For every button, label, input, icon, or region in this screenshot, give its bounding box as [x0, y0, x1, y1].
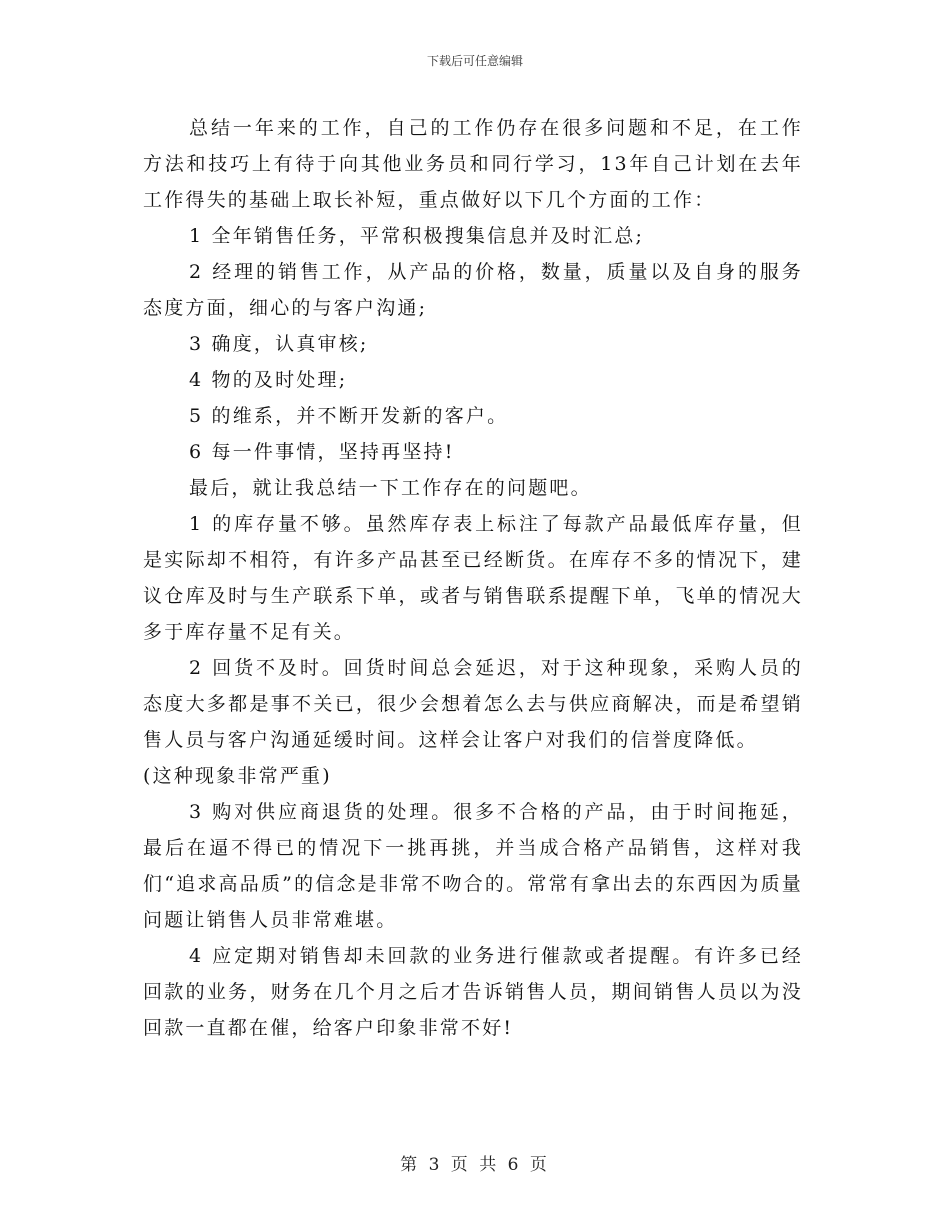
- paragraph-plan-2: 2 经理的销售工作，从产品的价格，数量，质量以及自身的服务态度方面，细心的与客户沟通;: [143, 261, 803, 319]
- paragraph-problem-1: 1 的库存量不够。虽然库存表上标注了每款产品最低库存量，但是实际却不相符，有许多产品甚至已经断货。在库存不多的情况下，建议仓库及时与生产联系下单，或者与销售联系提醒下单，飞单的情况大多于库存量不足有关。: [143, 513, 803, 643]
- page-number-footer: 第 3 页 共 6 页: [400, 1155, 550, 1175]
- paragraph-problem-2: 2 回货不及时。回货时间总会延迟，对于这种现象，采购人员的态度大多都是事不关已，很少会想着怎么去与供应商解决，而是希望销售人员与客户沟通延缓时间。这样会让客户对我们的信誉度降低。: [143, 657, 803, 751]
- paragraph-plan-3: 3 确度，认真审核;: [189, 333, 369, 355]
- page-header: 下载后可任意编辑: [426, 54, 523, 68]
- paragraph-plan-4: 4 物的及时处理;: [189, 369, 348, 391]
- paragraph-problem-3: 3 购对供应商退货的处理。很多不合格的产品，由于时间拖延，最后在逼不得已的情况下一挑再挑，并当成合格产品销售，这样对我们“追求高品质”的信念是非常不吻合的。常常有拿出去的东西因为质量问题让销售人员非常难堪。: [143, 801, 803, 931]
- paragraph-problem-4: 4 应定期对销售却未回款的业务进行催款或者提醒。有许多已经回款的业务，财务在几个月之后才告诉销售人员，期间销售人员以为没回款一直都在催，给客户印象非常不好!: [143, 945, 803, 1039]
- document-body: [143, 110, 803, 1046]
- paragraph-plan-1: 1 全年销售任务，平常积极搜集信息并及时汇总;: [189, 225, 645, 247]
- paragraph-plan-5: 5 的维系，并不断开发新的客户。: [189, 405, 509, 427]
- paragraph-problems-intro: 最后，就让我总结一下工作存在的问题吧。: [189, 477, 592, 499]
- paragraph-summary-intro: 总结一年来的工作，自己的工作仍存在很多问题和不足，在工作方法和技巧上有待于向其他业务员和同行学习，13年自己计划在去年工作得失的基础上取长补短，重点做好以下几个方面的工作：: [143, 117, 803, 211]
- paragraph-plan-6: 6 每一件事情，坚持再坚持!: [189, 441, 455, 463]
- paragraph-problem-2-note: (这种现象非常严重): [143, 765, 332, 787]
